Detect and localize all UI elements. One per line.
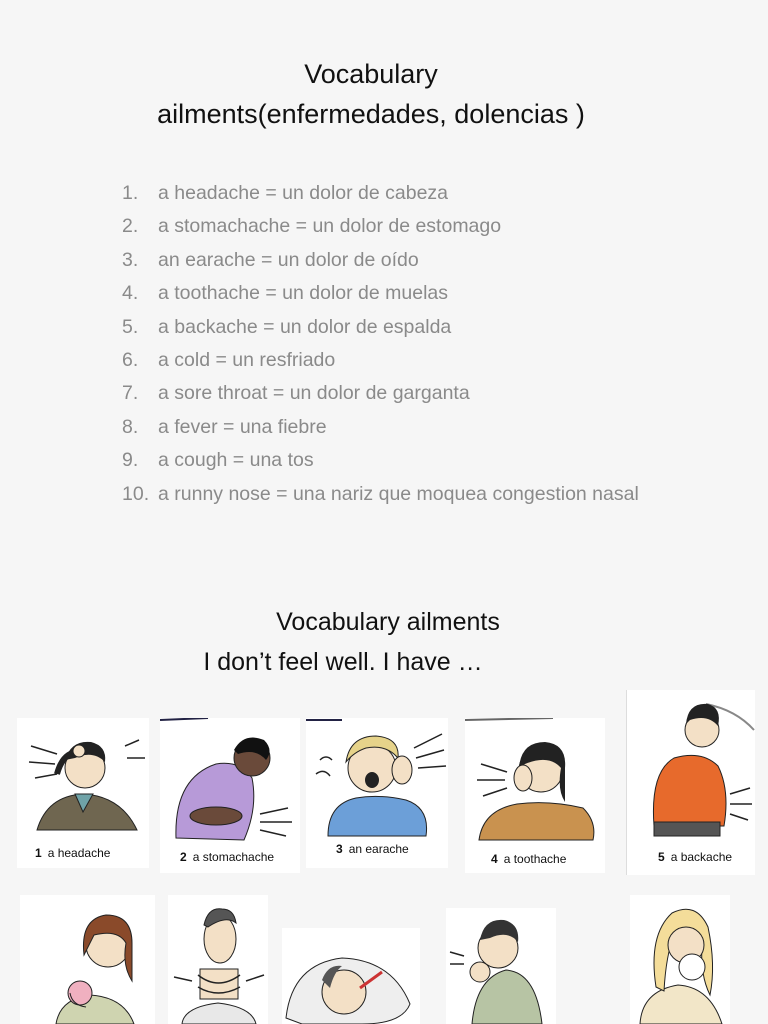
list-item xyxy=(122,445,639,478)
runny-nose-illustration xyxy=(630,895,730,1024)
earache-illustration xyxy=(306,718,448,868)
list-item-number: 1. xyxy=(122,182,139,204)
caption-text: a toothache xyxy=(503,852,567,866)
caption-text: a stomachache xyxy=(192,850,275,864)
backache-illustration xyxy=(626,690,755,875)
cold-illustration xyxy=(20,895,155,1024)
list-item xyxy=(122,378,639,411)
sore-throat-illustration xyxy=(168,895,268,1024)
list-item-text: a sore throat = un dolor de garganta xyxy=(158,382,470,405)
slide1-title xyxy=(0,54,742,134)
fever-illustration xyxy=(282,928,420,1024)
toothache-illustration xyxy=(465,718,605,873)
list-item-text: a toothache = un dolor de muelas xyxy=(158,282,448,305)
list-item-text: a backache = un dolor de espalda xyxy=(158,315,452,338)
list-item-text: a stomachache = un dolor de estomago xyxy=(158,215,502,238)
list-item-number: 6. xyxy=(122,348,139,371)
fever-drawing xyxy=(282,928,420,1024)
caption-number: 3 xyxy=(336,842,343,856)
list-item-text: a headache = un dolor de cabeza xyxy=(158,182,449,204)
list-item xyxy=(122,211,639,244)
list-item-number: 5. xyxy=(122,315,139,338)
cold-drawing xyxy=(20,895,155,1024)
list-item-text: a cough = una tos xyxy=(158,449,314,472)
caption-number: 4 xyxy=(491,852,498,866)
list-item-number: 7. xyxy=(122,382,139,405)
stomachache-illustration xyxy=(160,718,300,873)
caption-number: 2 xyxy=(180,850,187,864)
stomachache-caption xyxy=(180,850,274,864)
caption-text: an earache xyxy=(348,842,409,856)
list-item-number: 9. xyxy=(122,449,139,472)
list-item xyxy=(122,479,639,512)
list-item-text: a runny nose = una nariz que moquea congestion nasal xyxy=(158,482,639,505)
slide1-title-line2: ailments(enfermedades, dolencias ) xyxy=(157,99,585,129)
caption-text: a backache xyxy=(670,850,733,864)
list-item-number: 4. xyxy=(122,282,139,305)
list-item-text: a fever = una fiebre xyxy=(158,415,327,438)
backache-drawing xyxy=(626,690,755,875)
list-item-number: 2. xyxy=(122,215,139,238)
slide2-title xyxy=(0,602,768,682)
list-item xyxy=(122,312,639,345)
list-item xyxy=(122,345,639,378)
slide2-title-line1: Vocabulary ailments xyxy=(276,608,500,636)
toothache-drawing xyxy=(465,718,605,873)
headache-illustration xyxy=(17,718,149,868)
list-item xyxy=(122,245,639,278)
list-item-number: 8. xyxy=(122,415,139,438)
slide1-title-line1: Vocabulary xyxy=(304,59,438,89)
list-item xyxy=(122,412,639,445)
toothache-caption xyxy=(491,852,566,866)
backache-caption xyxy=(658,850,732,864)
list-item-number: 3. xyxy=(122,248,139,271)
list-item-number: 10. xyxy=(122,482,150,505)
runny-nose-drawing xyxy=(630,895,730,1024)
list-item-text: an earache = un dolor de oído xyxy=(158,248,419,271)
caption-number: 1 xyxy=(35,846,42,860)
headache-caption xyxy=(35,846,110,860)
sore-throat-drawing xyxy=(168,895,268,1024)
vocabulary-list xyxy=(122,178,639,512)
list-item xyxy=(122,278,639,311)
cough-illustration xyxy=(446,908,556,1024)
cough-drawing xyxy=(446,908,556,1024)
slide2-title-line2: I don’t feel well. I have … xyxy=(203,648,483,676)
earache-caption xyxy=(336,842,409,856)
list-item xyxy=(122,178,639,211)
caption-number: 5 xyxy=(658,850,665,864)
list-item-text: a cold = un resfriado xyxy=(158,348,336,371)
caption-text: a headache xyxy=(47,846,111,860)
